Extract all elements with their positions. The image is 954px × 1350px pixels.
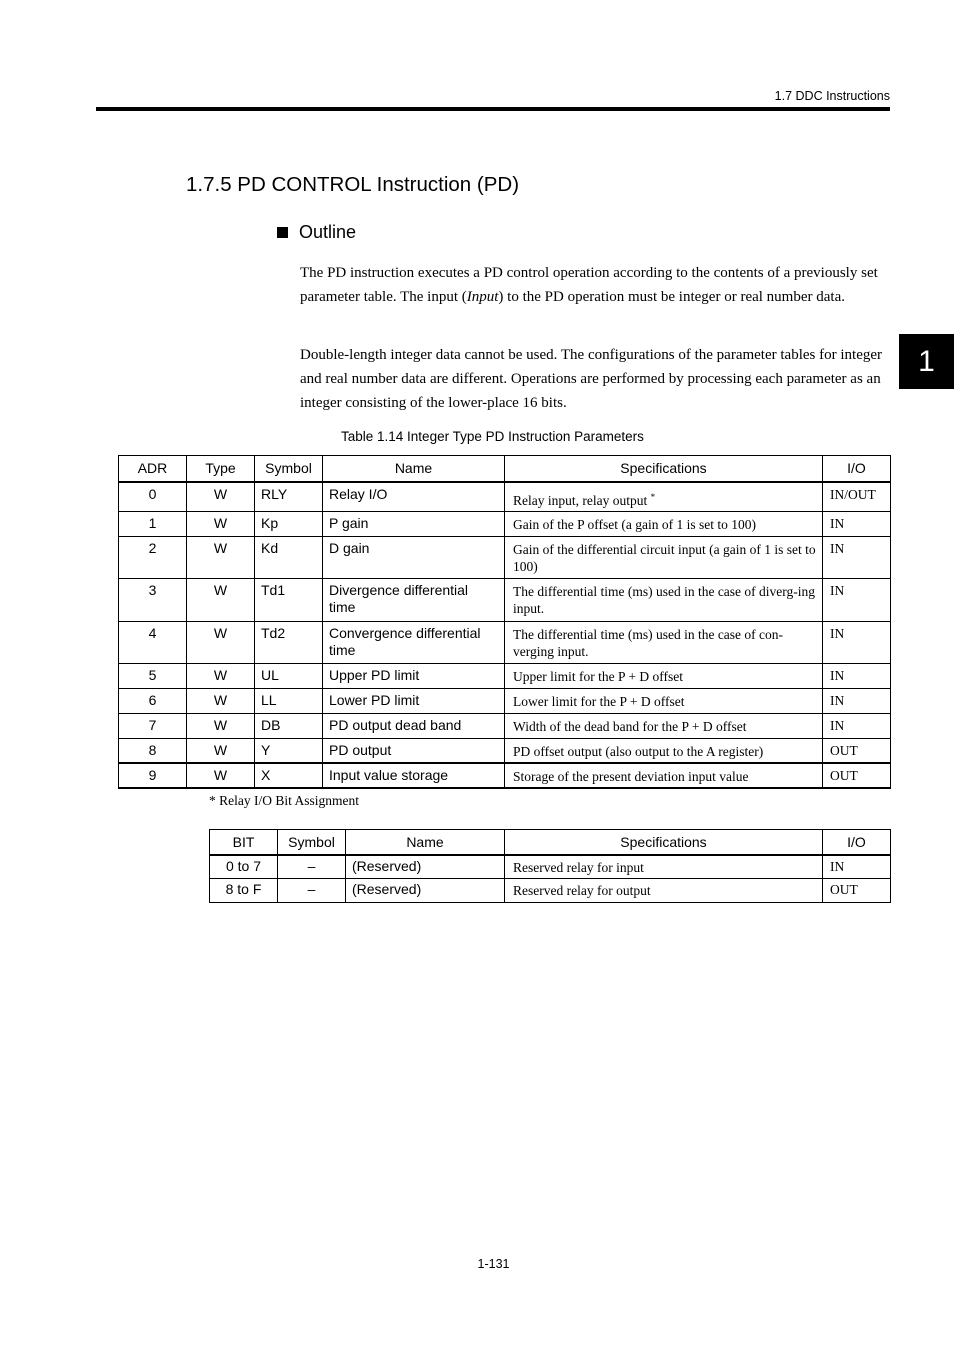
outline-paragraph-1 bbox=[300, 261, 892, 309]
table-header-row bbox=[210, 830, 891, 855]
cell-specifications: Lower limit for the P + D offset bbox=[505, 688, 823, 713]
outline-heading-label: Outline bbox=[299, 222, 357, 242]
cell-bit: 0 to 7 bbox=[210, 855, 278, 879]
spec-text: Relay input, relay output bbox=[513, 492, 648, 508]
cell-symbol: Y bbox=[255, 738, 323, 763]
cell-specifications: Width of the dead band for the P + D offset bbox=[505, 713, 823, 738]
cell-specifications: Gain of the P offset (a gain of 1 is set to 100) bbox=[505, 511, 823, 536]
table-row bbox=[119, 663, 891, 688]
cell-specifications: Reserved relay for input bbox=[505, 855, 823, 879]
cell-type: W bbox=[187, 578, 255, 621]
header-io: I/O bbox=[823, 830, 891, 855]
cell-io: IN bbox=[823, 578, 891, 621]
square-bullet-icon bbox=[277, 227, 288, 238]
cell-adr: 5 bbox=[119, 663, 187, 688]
header-io: I/O bbox=[823, 456, 891, 482]
cell-name: Input value storage bbox=[323, 763, 505, 788]
cell-type: W bbox=[187, 482, 255, 512]
footnote-marker: * bbox=[650, 491, 656, 502]
cell-specifications: Storage of the present deviation input value bbox=[505, 763, 823, 788]
cell-type: W bbox=[187, 688, 255, 713]
cell-specifications bbox=[505, 482, 823, 512]
footnote: * Relay I/O Bit Assignment bbox=[209, 793, 359, 808]
chapter-tab: 1 bbox=[899, 334, 954, 389]
cell-adr: 8 bbox=[119, 738, 187, 763]
cell-type: W bbox=[187, 763, 255, 788]
cell-adr: 2 bbox=[119, 536, 187, 578]
cell-io: OUT bbox=[823, 879, 891, 903]
outline-paragraph-2: Double-length integer data cannot be used. The configurations of the parameter tables for integer and real number data are different. Operations are performed by processing each parameter as an integer consisting of the lower-place 16 bits. bbox=[300, 347, 883, 411]
header-bit: BIT bbox=[210, 830, 278, 855]
cell-io: IN bbox=[823, 621, 891, 663]
running-header: 1.7 DDC Instructions bbox=[774, 89, 890, 103]
cell-symbol: X bbox=[255, 763, 323, 788]
cell-symbol: RLY bbox=[255, 482, 323, 512]
paragraph-1-text-end: ) to the PD operation must be integer or real number data. bbox=[498, 289, 845, 305]
cell-symbol: DB bbox=[255, 713, 323, 738]
cell-name: D gain bbox=[323, 536, 505, 578]
cell-specifications: The differential time (ms) used in the case of con-verging input. bbox=[505, 621, 823, 663]
section-title: 1.7.5 PD CONTROL Instruction (PD) bbox=[186, 173, 520, 196]
table-header-row bbox=[119, 456, 891, 482]
table-row bbox=[119, 578, 891, 621]
cell-io: IN bbox=[823, 688, 891, 713]
table-row bbox=[119, 763, 891, 788]
table-row bbox=[119, 713, 891, 738]
cell-name: PD output bbox=[323, 738, 505, 763]
cell-specifications: The differential time (ms) used in the case of diverg-ing input. bbox=[505, 578, 823, 621]
cell-type: W bbox=[187, 511, 255, 536]
table-row bbox=[119, 621, 891, 663]
cell-symbol: Kp bbox=[255, 511, 323, 536]
cell-adr: 7 bbox=[119, 713, 187, 738]
header-symbol: Symbol bbox=[255, 456, 323, 482]
cell-symbol: – bbox=[278, 879, 346, 903]
cell-io: OUT bbox=[823, 738, 891, 763]
table-row bbox=[119, 511, 891, 536]
cell-io: IN bbox=[823, 663, 891, 688]
cell-specifications: Gain of the differential circuit input (a gain of 1 is set to 100) bbox=[505, 536, 823, 578]
header-type: Type bbox=[187, 456, 255, 482]
cell-specifications: Reserved relay for output bbox=[505, 879, 823, 903]
cell-adr: 4 bbox=[119, 621, 187, 663]
table-row bbox=[119, 738, 891, 763]
table-row bbox=[119, 482, 891, 512]
cell-specifications: PD offset output (also output to the A register) bbox=[505, 738, 823, 763]
cell-symbol: – bbox=[278, 855, 346, 879]
cell-type: W bbox=[187, 713, 255, 738]
cell-name: (Reserved) bbox=[346, 879, 505, 903]
cell-name: PD output dead band bbox=[323, 713, 505, 738]
cell-symbol: Td2 bbox=[255, 621, 323, 663]
pd-parameter-table bbox=[118, 455, 891, 789]
table-row bbox=[119, 688, 891, 713]
paragraph-1-text-start: The PD instruction executes a PD control operation according to the contents of a previously set parameter table. The input ( bbox=[300, 265, 878, 305]
cell-io: IN bbox=[823, 511, 891, 536]
table-row bbox=[210, 879, 891, 903]
relay-bit-table bbox=[209, 829, 891, 903]
cell-adr: 9 bbox=[119, 763, 187, 788]
header-rule bbox=[96, 107, 890, 111]
table-row bbox=[210, 855, 891, 879]
cell-io: IN bbox=[823, 713, 891, 738]
cell-specifications: Upper limit for the P + D offset bbox=[505, 663, 823, 688]
cell-io: OUT bbox=[823, 763, 891, 788]
cell-name: Upper PD limit bbox=[323, 663, 505, 688]
cell-name: Convergence differential time bbox=[323, 621, 505, 663]
header-name: Name bbox=[346, 830, 505, 855]
cell-name: Relay I/O bbox=[323, 482, 505, 512]
cell-type: W bbox=[187, 738, 255, 763]
cell-adr: 3 bbox=[119, 578, 187, 621]
cell-io: IN bbox=[823, 855, 891, 879]
header-adr: ADR bbox=[119, 456, 187, 482]
table-caption: Table 1.14 Integer Type PD Instruction Parameters bbox=[341, 429, 644, 444]
cell-bit: 8 to F bbox=[210, 879, 278, 903]
cell-symbol: LL bbox=[255, 688, 323, 713]
paragraph-1-input-term: Input bbox=[466, 289, 499, 305]
cell-symbol: Td1 bbox=[255, 578, 323, 621]
outline-heading bbox=[277, 222, 356, 243]
cell-symbol: Kd bbox=[255, 536, 323, 578]
cell-name: (Reserved) bbox=[346, 855, 505, 879]
cell-adr: 6 bbox=[119, 688, 187, 713]
table-row bbox=[119, 536, 891, 578]
cell-io: IN/OUT bbox=[823, 482, 891, 512]
header-name: Name bbox=[323, 456, 505, 482]
header-specifications: Specifications bbox=[505, 830, 823, 855]
cell-name: Divergence differential time bbox=[323, 578, 505, 621]
cell-type: W bbox=[187, 621, 255, 663]
header-symbol: Symbol bbox=[278, 830, 346, 855]
cell-type: W bbox=[187, 536, 255, 578]
header-specifications: Specifications bbox=[505, 456, 823, 482]
cell-symbol: UL bbox=[255, 663, 323, 688]
cell-name: Lower PD limit bbox=[323, 688, 505, 713]
cell-adr: 1 bbox=[119, 511, 187, 536]
page-number: 1-131 bbox=[477, 1257, 510, 1271]
cell-io: IN bbox=[823, 536, 891, 578]
cell-adr: 0 bbox=[119, 482, 187, 512]
cell-type: W bbox=[187, 663, 255, 688]
cell-name: P gain bbox=[323, 511, 505, 536]
